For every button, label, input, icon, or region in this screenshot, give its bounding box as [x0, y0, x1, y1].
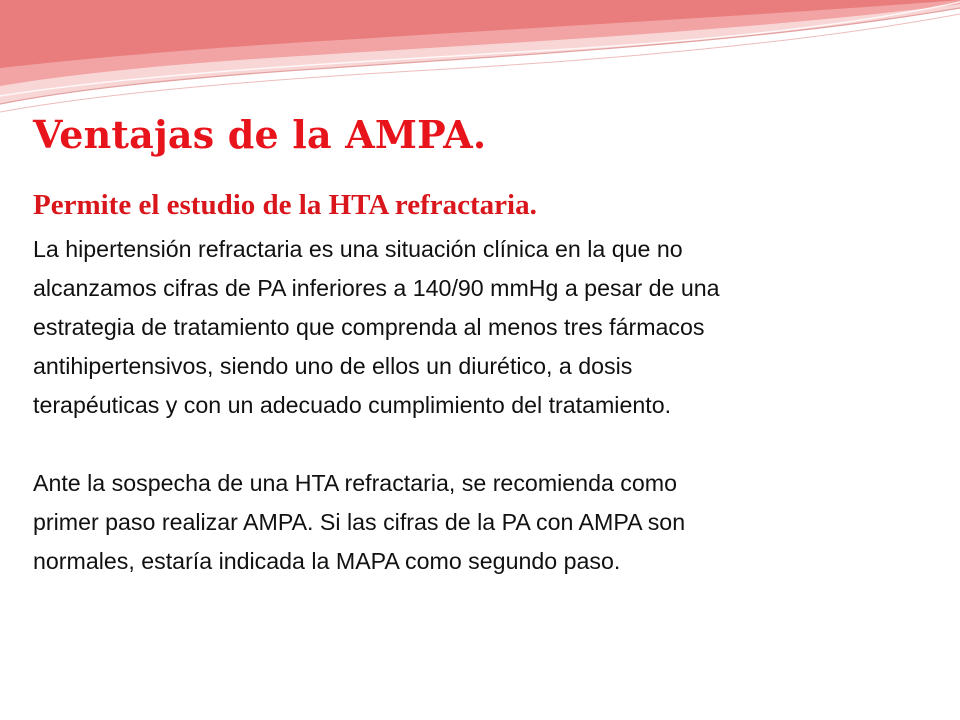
body-text — [33, 230, 933, 581]
paragraph-line: Ante la sospecha de una HTA refractaria, se recomienda como — [33, 470, 678, 496]
slide-subtitle: Permite el estudio de la HTA refractaria. — [33, 189, 537, 221]
paragraph-line: alcanzamos cifras de PA inferiores a 140/90 mmHg a pesar de una — [33, 275, 720, 301]
paragraph-line: terapéuticas y con un adecuado cumplimiento del tratamiento. — [33, 392, 672, 418]
slide-title: Ventajas de la AMPA. — [33, 112, 487, 157]
paragraph-line: antihipertensivos, siendo uno de ellos un diurético, a dosis — [33, 353, 633, 379]
paragraph-line: La hipertensión refractaria es una situación clínica en la que no — [33, 236, 683, 262]
paragraph-line: estrategia de tratamiento que comprenda al menos tres fármacos — [33, 314, 705, 340]
header-swoosh-decoration — [0, 0, 960, 125]
paragraph-spacer — [33, 425, 933, 464]
paragraph-line: primer paso realizar AMPA. Si las cifras de la PA con AMPA son — [33, 509, 686, 535]
paragraph-1 — [33, 230, 933, 425]
paragraph-line: normales, estaría indicada la MAPA como segundo paso. — [33, 548, 621, 574]
paragraph-2 — [33, 464, 933, 581]
